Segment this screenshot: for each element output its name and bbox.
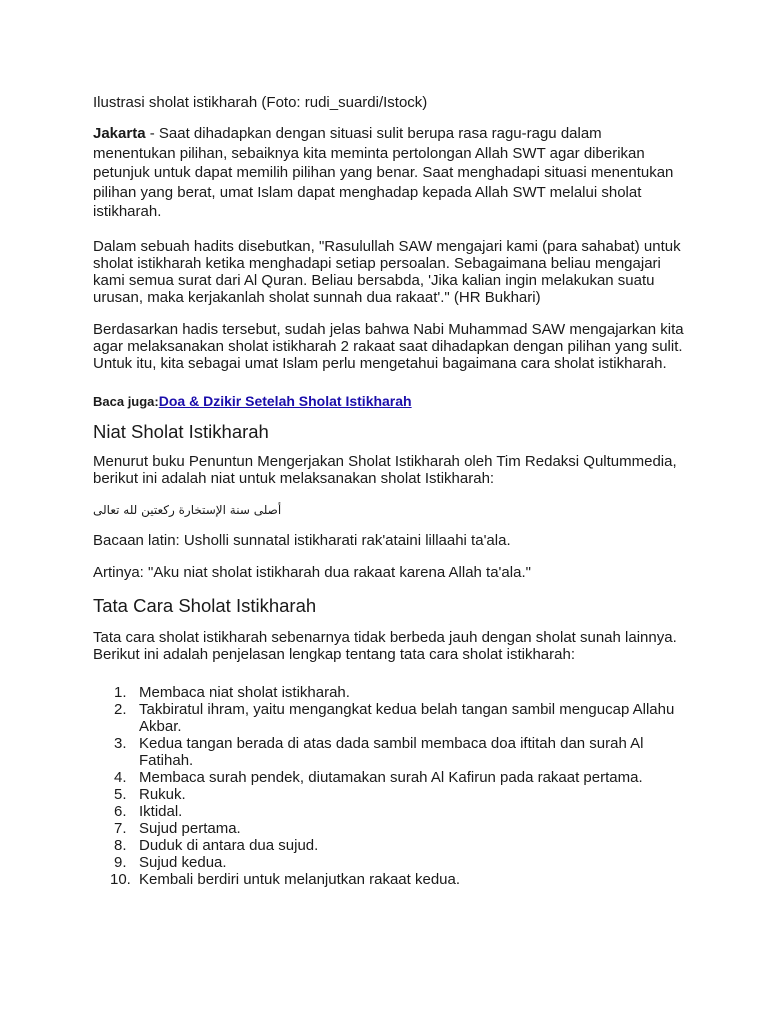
read-more-prefix: Baca juga: <box>93 393 159 409</box>
image-caption: Ilustrasi sholat istikharah (Foto: rudi_suardi/Istock) <box>93 94 428 111</box>
step-number: 6. <box>114 802 127 820</box>
list-item <box>93 854 685 871</box>
step-text: Sujud pertama. <box>139 819 241 837</box>
niat-intro: Menurut buku Penuntun Mengerjakan Sholat Istikharah oleh Tim Redaksi Qultummedia, berikut ini adalah niat untuk melaksanakan sholat Istikharah: <box>93 452 677 487</box>
list-item <box>93 701 685 735</box>
niat-arabic: أصلى سنة الإستخارة ركعتين لله تعالى <box>93 502 282 517</box>
list-item <box>93 871 685 888</box>
list-item <box>93 820 685 837</box>
step-text: Kedua tangan berada di atas dada sambil membaca doa iftitah dan surah Al Fatihah. <box>139 734 644 769</box>
step-number: 1. <box>114 683 127 701</box>
step-number: 8. <box>114 836 127 854</box>
heading-tata-cara: Tata Cara Sholat Istikharah <box>93 594 317 616</box>
step-text: Kembali berdiri untuk melanjutkan rakaat kedua. <box>139 870 461 888</box>
read-more-link[interactable]: Doa & Dzikir Setelah Sholat Istikharah <box>158 392 412 409</box>
list-item <box>93 769 685 786</box>
niat-latin: Bacaan latin: Usholli sunnatal istikharati rak'ataini lillaahi ta'ala. <box>93 531 511 549</box>
lead-text: - Saat dihadapkan dengan situasi sulit berupa rasa ragu-ragu dalam menentukan pilihan, sebaiknya kita meminta pertolongan Allah SWT agar diberikan petunjuk untuk dapat memilih pilihan yang benar. Saat menghadapi situasi menentukan pilihan yang berat, umat Islam dapat menghadap kepada Allah SWT melalui sholat istikharah. <box>93 125 674 220</box>
step-text: Takbiratul ihram, yaitu mengangkat kedua belah tangan sambil mengucap Allahu Akbar. <box>139 700 675 735</box>
step-text: Rukuk. <box>139 785 186 803</box>
step-number: 9. <box>114 853 127 871</box>
article <box>93 94 685 888</box>
step-text: Membaca niat sholat istikharah. <box>139 683 350 701</box>
step-number: 5. <box>114 785 127 803</box>
dateline-city: Jakarta <box>93 125 146 142</box>
list-item <box>93 837 685 854</box>
tata-cara-intro: Tata cara sholat istikharah sebenarnya tidak berbeda jauh dengan sholat sunah lainnya. Berikut ini adalah penjelasan lengkap tentang tata cara sholat istikharah: <box>93 628 677 663</box>
step-number: 4. <box>114 768 127 786</box>
list-item <box>93 735 685 769</box>
step-text: Sujud kedua. <box>139 853 227 871</box>
step-number: 2. <box>114 700 127 718</box>
heading-niat: Niat Sholat Istikharah <box>93 420 269 442</box>
step-number: 7. <box>114 819 127 837</box>
basis-paragraph: Berdasarkan hadis tersebut, sudah jelas bahwa Nabi Muhammad SAW mengajarkan kita agar melaksanakan sholat istikharah 2 rakaat saat dihadapkan dengan pilihan yang sulit. Untuk itu, kita sebagai umat Islam perlu mengetahui bagaimana cara sholat istikharah. <box>93 320 684 372</box>
step-text: Iktidal. <box>139 802 183 820</box>
step-number: 3. <box>114 734 127 752</box>
read-more <box>93 393 685 410</box>
lead-paragraph <box>93 124 685 222</box>
step-number: 10. <box>110 870 131 888</box>
steps-list <box>93 684 685 888</box>
list-item <box>93 786 685 803</box>
list-item <box>93 803 685 820</box>
step-text: Membaca surah pendek, diutamakan surah Al Kafirun pada rakaat pertama. <box>139 768 643 786</box>
niat-meaning: Artinya: "Aku niat sholat istikharah dua rakaat karena Allah ta'ala." <box>93 563 531 581</box>
step-text: Duduk di antara dua sujud. <box>139 836 319 854</box>
hadith-paragraph: Dalam sebuah hadits disebutkan, "Rasulullah SAW mengajari kami (para sahabat) untuk sholat istikharah ketika menghadapi setiap persoalan. Sebagaimana beliau mengajari kami semua surat dari Al Quran. Beliau bersabda, 'Jika kalian ingin melakukan suatu urusan, maka kerjakanlah sholat sunnah dua rakaat'." (HR Bukhari) <box>93 237 681 306</box>
list-item <box>93 684 685 701</box>
